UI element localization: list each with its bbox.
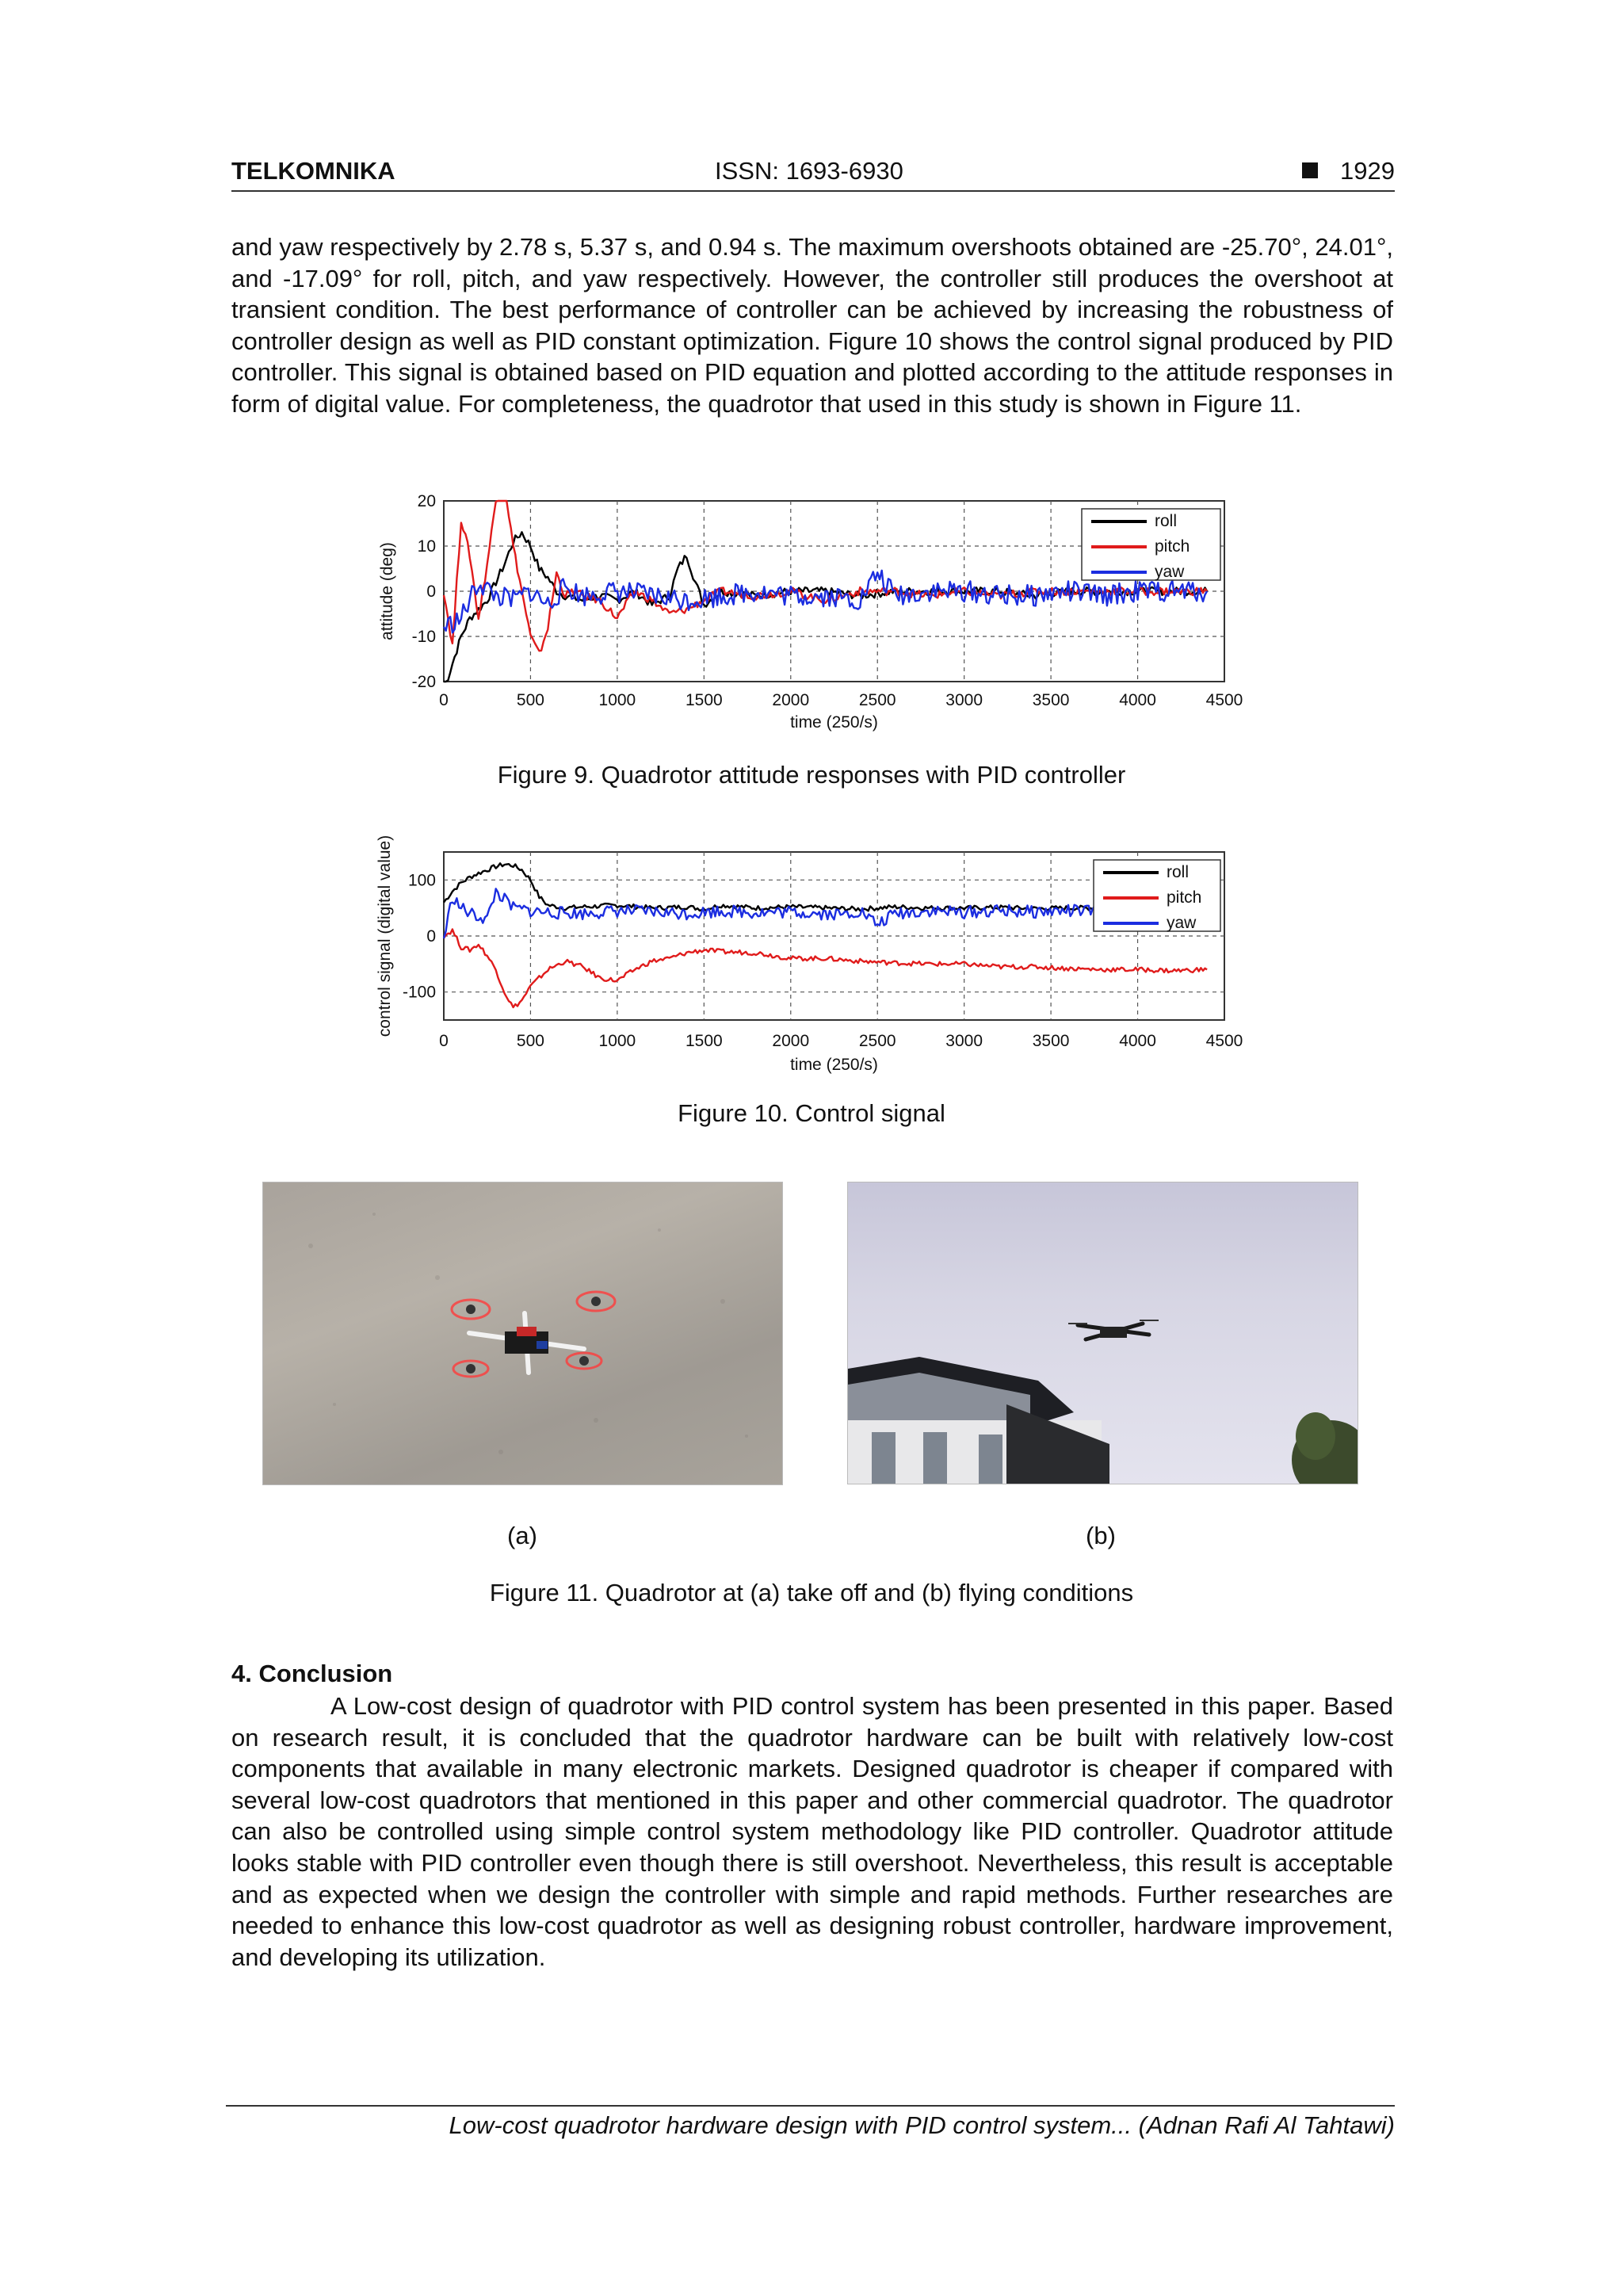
y-tick-label: 0: [426, 583, 436, 601]
page-header: [231, 155, 1395, 192]
x-tick-label: 4500: [1205, 691, 1243, 709]
square-bullet-icon: [1302, 162, 1318, 178]
quadrotor-take-off-image: [263, 1182, 782, 1484]
x-tick-label: 1500: [685, 1032, 723, 1050]
quadrotor-flying-image: [848, 1182, 1358, 1484]
legend-box: [1082, 509, 1220, 580]
legend-label-pitch: pitch: [1167, 888, 1202, 907]
x-tick-label: 1500: [685, 691, 723, 709]
x-tick-label: 4000: [1119, 691, 1156, 709]
photo-take-off: [262, 1182, 783, 1485]
footer-rule: [226, 2105, 1395, 2107]
y-tick-label: 0: [426, 927, 436, 946]
x-tick-label: 3000: [945, 1032, 983, 1050]
figure-11-caption: Figure 11. Quadrotor at (a) take off and (b) flying conditions: [489, 1579, 1134, 1606]
x-tick-label: 2000: [772, 691, 810, 709]
body-text-top: and yaw respectively by 2.78 s, 5.37 s, and 0.94 s. The maximum overshoots obtained are -25.70°, 24.01°, and -17.09° for roll, pitch, and yaw respectively. However, the controller still produces the overshoot at transient condition. The best performance of controller can be achieved by increasing the robustness of controller design as well as PID constant optimization. Figure 10 shows the control signal produced by PID controller. This signal is obtained based on PID equation and plotted according to the attitude responses in form of digital value. For completeness, the quadrotor that used in this study is shown in Figure 11.: [231, 233, 1393, 418]
x-tick-label: 500: [516, 1032, 544, 1050]
legend-label-yaw: yaw: [1155, 563, 1185, 581]
figure-9-caption: Figure 9. Quadrotor attitude responses with PID controller: [497, 761, 1126, 789]
x-tick-label: 4500: [1205, 1032, 1243, 1050]
journal-name: TELKOMNIKA: [231, 157, 395, 185]
figure-11-label-a: (a): [507, 1522, 537, 1549]
x-tick-label: 0: [439, 1032, 449, 1050]
x-tick-label: 3500: [1032, 1032, 1070, 1050]
legend-label-yaw: yaw: [1167, 914, 1197, 932]
conclusion-paragraph: [231, 1690, 1393, 1973]
x-tick-label: 1000: [598, 1032, 636, 1050]
y-tick-label: 20: [417, 492, 436, 510]
y-tick-label: -20: [411, 673, 436, 691]
y-tick-label: 10: [417, 537, 436, 556]
x-tick-label: 3500: [1032, 691, 1070, 709]
legend-label-roll: roll: [1167, 863, 1190, 881]
x-tick-label: 3000: [945, 691, 983, 709]
conclusion-text: A Low-cost design of quadrotor with PID control system has been presented in this paper. Based on research result, it is concluded that the quadrotor hardware can be built with relatively low-cost components that available in many electronic markets. Designed quadrotor is cheaper if compared with several low-cost quadrotors that mentioned in this paper and other commercial quadrotor. The quadrotor can also be controlled using simple control system methodology like PID controller. Quadrotor attitude looks stable with PID controller even though there is still overshoot. Nevertheless, this result is acceptable and as expected when we design the controller with simple and rapid methods. Further researches are needed to enhance this low-cost quadrotor as well as designing robust controller, hardware improvement, and developing its utilization.: [231, 1692, 1393, 1971]
section-heading-conclusion: 4. Conclusion: [231, 1660, 393, 1687]
x-tick-label: 2500: [858, 691, 896, 709]
figure-11-label-b: (b): [1086, 1522, 1116, 1549]
page-number: 1929: [1340, 157, 1395, 185]
y-tick-label: -100: [402, 983, 436, 1002]
page-number-block: [1302, 157, 1395, 185]
photo-flying: [847, 1182, 1358, 1484]
legend-label-roll: roll: [1155, 512, 1178, 530]
y-tick-label: 100: [407, 871, 436, 890]
y-axis-label: attitude (deg): [378, 542, 396, 640]
x-tick-label: 1000: [598, 691, 636, 709]
figure-9-chart: [365, 491, 1268, 745]
legend-label-pitch: pitch: [1155, 537, 1190, 556]
x-tick-label: 4000: [1119, 1032, 1156, 1050]
issn: ISSN: 1693-6930: [715, 157, 903, 185]
figure-10-chart: [365, 832, 1268, 1082]
x-tick-label: 0: [439, 691, 449, 709]
page-footer: Low-cost quadrotor hardware design with PID control system... (Adnan Rafi Al Tahtawi): [449, 2111, 1395, 2139]
x-tick-label: 500: [516, 691, 544, 709]
y-tick-label: -10: [411, 628, 436, 646]
body-paragraph-top: [231, 231, 1393, 420]
x-axis-label: time (250/s): [790, 713, 878, 732]
y-axis-label: control signal (digital value): [376, 835, 394, 1037]
x-axis-label: time (250/s): [790, 1056, 878, 1074]
x-tick-label: 2000: [772, 1032, 810, 1050]
figure-10-caption: Figure 10. Control signal: [678, 1099, 945, 1127]
x-tick-label: 2500: [858, 1032, 896, 1050]
